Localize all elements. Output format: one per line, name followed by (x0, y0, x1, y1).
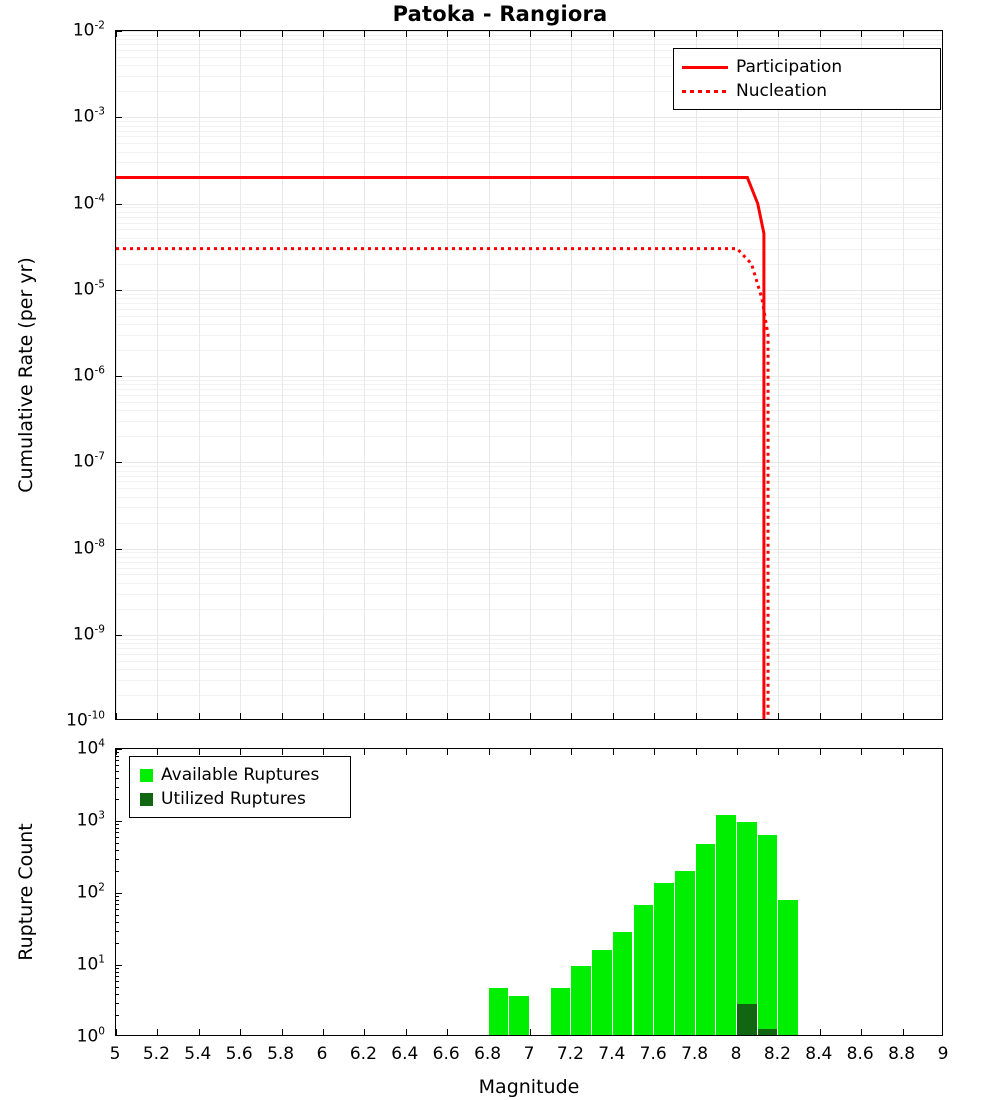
y-tick-minor (116, 828, 119, 829)
bar-utilized-ruptures (737, 1004, 757, 1035)
y-tick-minor (116, 909, 119, 910)
x-tick-label: 8 (730, 1044, 742, 1064)
x-tick-top (364, 749, 365, 755)
y-tick-minor (116, 765, 119, 766)
y-tick-minor (116, 968, 119, 969)
y-tick-minor (116, 850, 119, 851)
y-tick-minor (116, 832, 119, 833)
y-tick-label: $10^0$ (76, 1025, 105, 1047)
y-tick-label: $10^{-8}$ (72, 537, 105, 558)
y-tick-minor (116, 931, 119, 932)
x-tick-label: 8.2 (763, 1044, 791, 1064)
x-tick-top (530, 749, 531, 755)
bar-available-ruptures (571, 966, 591, 1035)
x-tick-label: 7.6 (639, 1044, 667, 1064)
y-tick (116, 893, 122, 894)
x-tick-label: 6.6 (432, 1044, 460, 1064)
x-tick-label: 5.6 (225, 1044, 253, 1064)
legend-line-sample (682, 83, 728, 99)
x-tick (530, 1029, 531, 1035)
x-tick-top (199, 749, 200, 755)
x-tick-top (613, 749, 614, 755)
page-title: Patoka - Rangiora (392, 2, 608, 26)
legend-line-dotted (682, 90, 728, 93)
x-tick-top (696, 749, 697, 755)
y-tick-minor (116, 1003, 119, 1004)
x-tick-label: 5.8 (267, 1044, 295, 1064)
x-tick (323, 1029, 324, 1035)
y-tick-minor (116, 837, 119, 838)
x-tick-label: 6 (316, 1044, 328, 1064)
y-tick-minor (116, 778, 119, 779)
bar-available-ruptures (551, 988, 571, 1035)
y-tick-minor (116, 824, 119, 825)
y-tick-minor (116, 859, 119, 860)
x-tick-top (654, 749, 655, 755)
y-tick-minor (116, 994, 119, 995)
bar-available-ruptures (489, 988, 509, 1035)
bar-available-ruptures (509, 996, 529, 1035)
x-tick-label: 7.2 (556, 1044, 584, 1064)
legend-label: Available Ruptures (161, 765, 320, 785)
y-tick (116, 965, 122, 966)
x-tick-label: 7.8 (681, 1044, 709, 1064)
x-axis-label: Magnitude (478, 1076, 580, 1098)
bar-available-ruptures (654, 883, 674, 1035)
y-axis-label-bottom: Rupture Count (15, 823, 37, 961)
y-tick-minor (116, 987, 119, 988)
x-tick-label: 6.2 (349, 1044, 377, 1064)
x-tick-top (406, 749, 407, 755)
y-tick-minor (116, 771, 119, 772)
y-tick (116, 821, 122, 822)
y-tick-label: $10^{-4}$ (72, 192, 105, 213)
legend-label: Utilized Ruptures (161, 789, 306, 809)
y-tick-minor (116, 896, 119, 897)
x-tick-label: 9 (937, 1044, 949, 1064)
y-tick-label: $10^{-7}$ (72, 450, 105, 472)
x-tick-top (323, 749, 324, 755)
x-tick-top (157, 749, 158, 755)
legend-item (138, 763, 342, 787)
x-tick-label: 7 (523, 1044, 535, 1064)
x-tick-top (737, 749, 738, 755)
y-tick-minor (116, 922, 119, 923)
x-tick (116, 1029, 117, 1035)
legend-label: Nucleation (736, 81, 828, 101)
y-tick-label: $10^2$ (76, 881, 105, 903)
bar-available-ruptures (758, 835, 778, 1035)
x-tick (240, 1029, 241, 1035)
y-tick-minor (116, 760, 119, 761)
bar-available-ruptures (696, 844, 716, 1035)
x-tick-top (571, 749, 572, 755)
x-tick (447, 1029, 448, 1035)
x-tick-label: 8.4 (805, 1044, 833, 1064)
y-tick-minor (116, 904, 119, 905)
bar-available-ruptures (778, 900, 798, 1035)
x-tick (861, 1029, 862, 1035)
legend-item (682, 79, 932, 103)
y-tick-label: $10^{-10}$ (66, 709, 105, 731)
x-tick-label: 6.4 (391, 1044, 419, 1064)
x-tick-label: 5 (109, 1044, 121, 1064)
y-tick-minor (116, 871, 119, 872)
legend-label: Participation (736, 57, 843, 77)
legend-color-swatch (140, 793, 153, 806)
x-tick (364, 1029, 365, 1035)
x-tick-label: 5.2 (142, 1044, 170, 1064)
x-tick-top (820, 749, 821, 755)
x-tick-top (116, 749, 117, 755)
x-tick-top (447, 749, 448, 755)
x-tick-label: 5.4 (184, 1044, 212, 1064)
x-tick (199, 1029, 200, 1035)
x-tick-top (861, 749, 862, 755)
x-tick (406, 1029, 407, 1035)
y-tick-minor (116, 1015, 119, 1016)
y-axis-label-top: Cumulative Rate (per yr) (15, 257, 37, 493)
x-tick-label: 7.4 (598, 1044, 626, 1064)
bar-available-ruptures (716, 815, 736, 1035)
x-tick-label: 8.8 (888, 1044, 916, 1064)
bar-available-ruptures (634, 905, 654, 1035)
y-tick-label: $10^1$ (76, 953, 105, 975)
x-tick-top (282, 749, 283, 755)
series-participation (116, 178, 764, 720)
y-tick-label: $10^{-6}$ (72, 364, 105, 386)
bar-available-ruptures (613, 932, 633, 1035)
bar-available-ruptures (675, 871, 695, 1035)
x-tick (820, 1029, 821, 1035)
x-tick (157, 1029, 158, 1035)
y-tick-minor (116, 915, 119, 916)
y-tick-label: $10^{-9}$ (72, 623, 105, 645)
x-tick-top (240, 749, 241, 755)
x-tick-top (778, 749, 779, 755)
y-tick-minor (116, 943, 119, 944)
y-tick-minor (116, 900, 119, 901)
y-tick-minor (116, 972, 119, 973)
y-tick-minor (116, 981, 119, 982)
x-tick (903, 1029, 904, 1035)
x-tick-top (903, 749, 904, 755)
legend-line-sample (682, 59, 728, 75)
y-tick-label: $10^{-2}$ (72, 19, 105, 41)
x-tick-label: 8.6 (846, 1044, 874, 1064)
legend-top (673, 48, 941, 110)
x-tick-label: 6.8 (474, 1044, 502, 1064)
y-tick-minor (116, 976, 119, 977)
legend-color-swatch (140, 769, 153, 782)
x-tick (282, 1029, 283, 1035)
y-tick-minor (116, 843, 119, 844)
y-tick-label: $10^3$ (76, 809, 105, 831)
legend-bottom (129, 756, 351, 818)
x-tick-top (489, 749, 490, 755)
y-tick-label: $10^4$ (76, 737, 105, 759)
bar-available-ruptures (592, 950, 612, 1035)
bar-utilized-ruptures (758, 1029, 778, 1035)
series-layer (116, 31, 943, 720)
y-tick-minor (116, 787, 119, 788)
series-nucleation (116, 249, 768, 720)
cumulative-rate-plot (115, 30, 943, 720)
y-tick-label: $10^{-5}$ (72, 278, 105, 300)
y-tick-minor (116, 756, 119, 757)
y-tick-label: $10^{-3}$ (72, 105, 105, 127)
y-tick-minor (116, 799, 119, 800)
legend-line-solid (682, 66, 728, 69)
legend-item (138, 787, 342, 811)
legend-item (682, 55, 932, 79)
